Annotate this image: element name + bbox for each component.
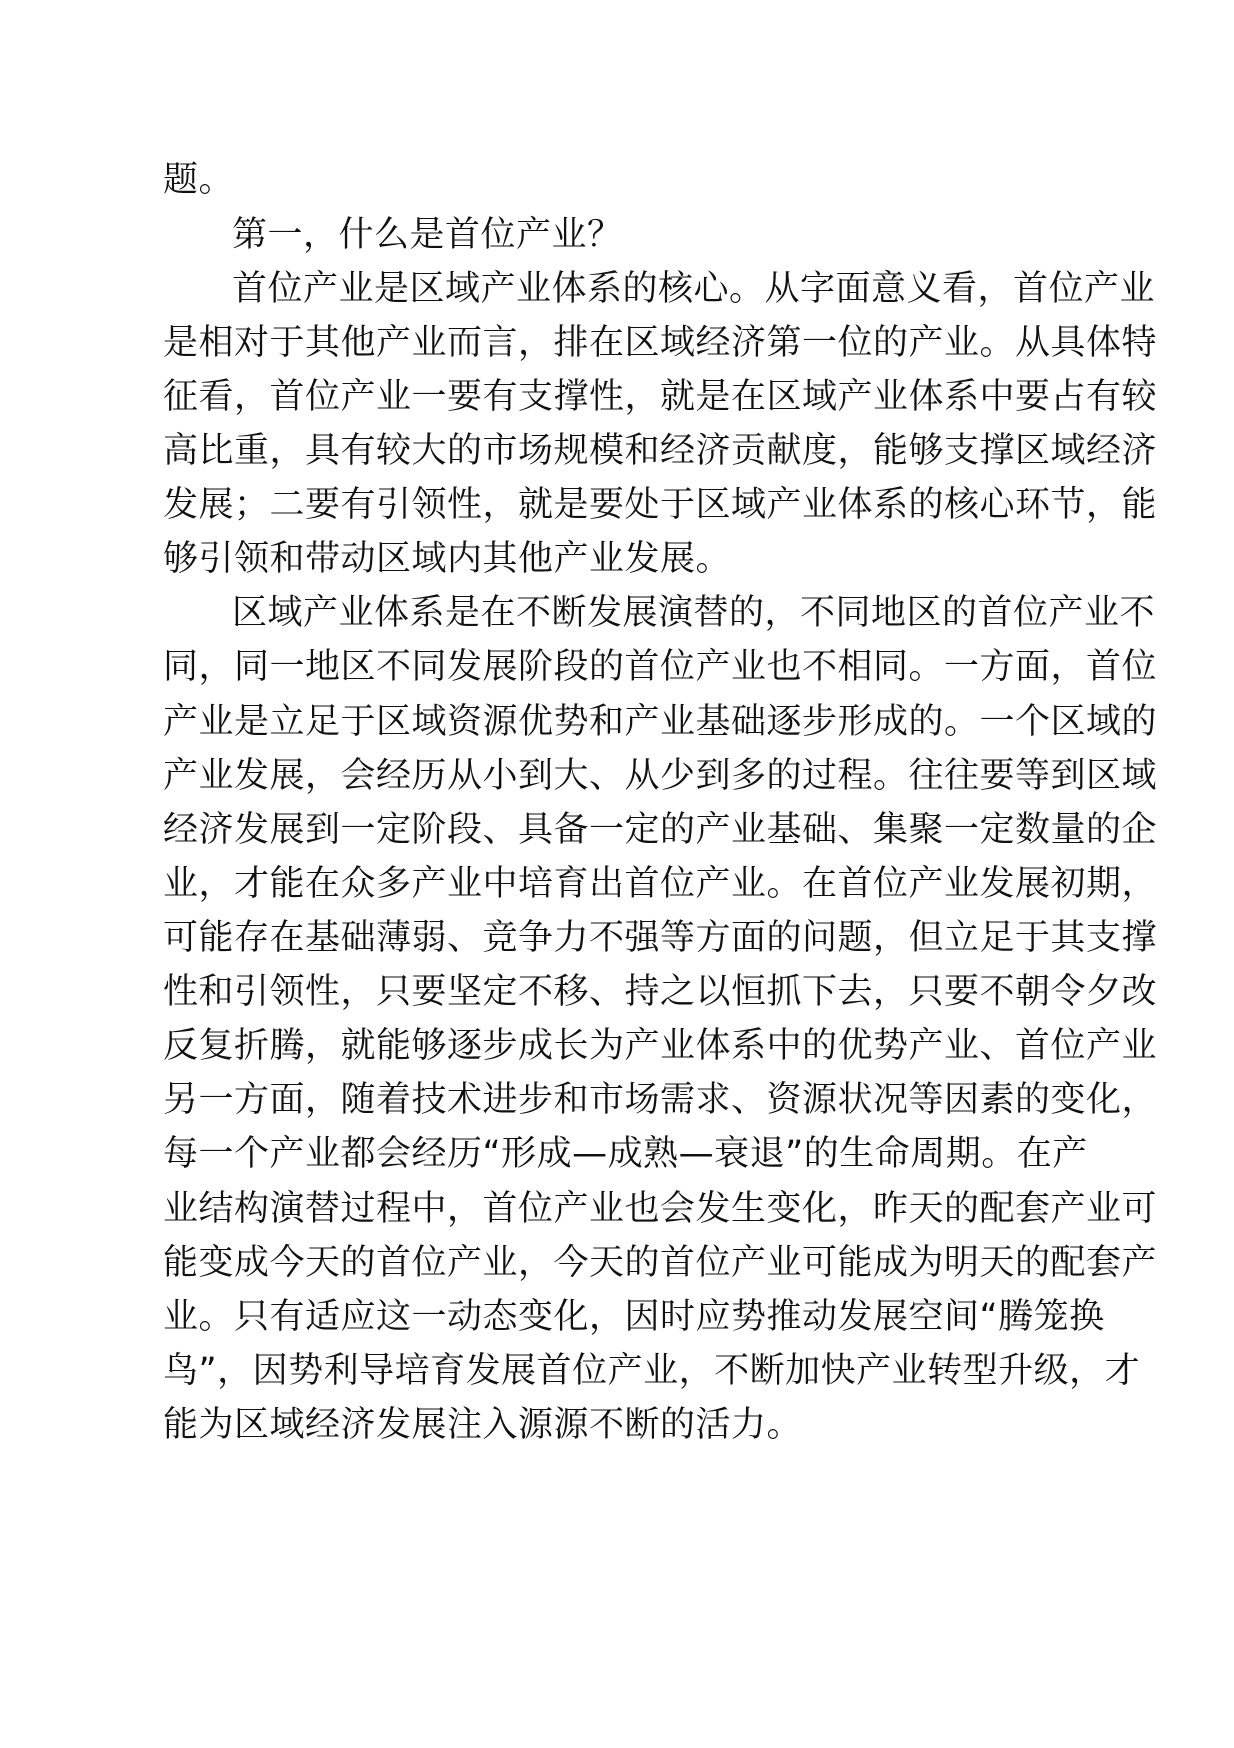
section-heading: 第一，什么是首位产业？ — [232, 215, 623, 255]
text-line: 另一方面，随着技术进步和市场需求、资源状况等因素的变化， — [163, 1080, 1158, 1120]
text-line: 是相对于其他产业而言，排在区域经济第一位的产业。从具体特 — [163, 323, 1158, 363]
text-line: 首位产业是区域产业体系的核心。从字面意义看，首位产业 — [232, 269, 1156, 309]
text-line: 反复折腾，就能够逐步成长为产业体系中的优势产业、首位产业 — [163, 1026, 1158, 1066]
text-line: 每一个产业都会经历“形成—成熟—衰退”的生命周期。在产 — [163, 1134, 1088, 1174]
text-line: 题。 — [163, 160, 235, 200]
text-line: 可能存在基础薄弱、竞争力不强等方面的问题，但立足于其支撑 — [163, 918, 1158, 958]
text-line: 征看，首位产业一要有支撑性，就是在区域产业体系中要占有较 — [163, 377, 1158, 417]
text-line: 高比重，具有较大的市场规模和经济贡献度，能够支撑区域经济 — [163, 431, 1158, 471]
text-line: 发展；二要有引领性，就是要处于区域产业体系的核心环节，能 — [163, 485, 1158, 525]
text-line: 产业是立足于区域资源优势和产业基础逐步形成的。一个区域的 — [163, 702, 1158, 742]
text-line: 产业发展，会经历从小到大、从少到多的过程。往往要等到区域 — [163, 756, 1158, 796]
text-line: 够引领和带动区域内其他产业发展。 — [163, 539, 732, 579]
text-line: 业。只有适应这一动态变化，因时应势推动发展空间“腾笼换 — [163, 1297, 1105, 1337]
text-line: 同，同一地区不同发展阶段的首位产业也不相同。一方面，首位 — [163, 647, 1158, 687]
text-line: 区域产业体系是在不断发展演替的，不同地区的首位产业不 — [232, 593, 1156, 633]
text-line: 业，才能在众多产业中培育出首位产业。在首位产业发展初期， — [163, 864, 1158, 904]
text-line: 业结构演替过程中，首位产业也会发生变化，昨天的配套产业可 — [163, 1189, 1158, 1229]
text-line: 性和引领性，只要坚定不移、持之以恒抓下去，只要不朝令夕改 — [163, 972, 1158, 1012]
text-line: 能变成今天的首位产业，今天的首位产业可能成为明天的配套产 — [163, 1243, 1158, 1283]
text-line: 鸟”，因势利导培育发展首位产业，不断加快产业转型升级，才 — [163, 1351, 1141, 1391]
text-line: 能为区域经济发展注入源源不断的活力。 — [163, 1405, 803, 1445]
text-line: 经济发展到一定阶段、具备一定的产业基础、集聚一定数量的企 — [163, 810, 1158, 850]
